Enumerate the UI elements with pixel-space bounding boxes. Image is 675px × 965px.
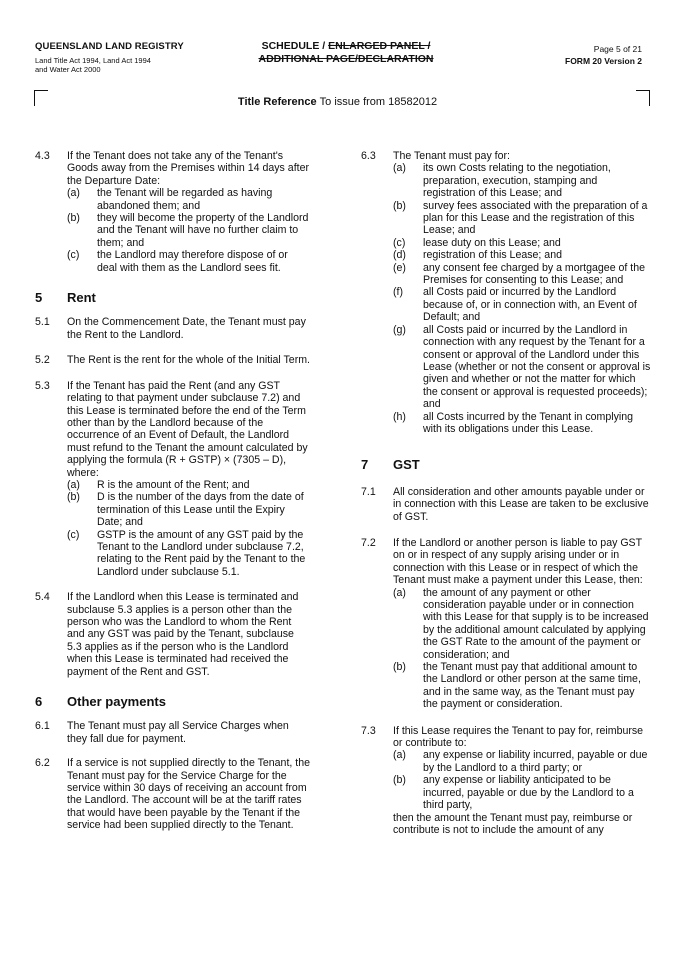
item-text: the Tenant will be regarded as having abandoned them; and (97, 187, 273, 212)
registry-name: QUEENSLAND LAND REGISTRY (35, 41, 184, 52)
clause-text: If the Landlord or another person is liable to pay GST on or in respect of any supply arising under or in connection with this Lease or in respect of which the Tenant must make a payment under this Lease, then: (393, 536, 643, 587)
item-letter: (e) (393, 261, 406, 274)
right-column (361, 150, 651, 836)
item-text: any expense or liability anticipated to be incurred, payable or due by the Landlord to a third party, (423, 774, 634, 812)
item-letter: (f) (393, 286, 403, 299)
clause-item (67, 249, 310, 274)
clause-number: 6.2 (35, 757, 50, 770)
item-letter: (a) (393, 586, 406, 599)
item-text: all Costs paid or incurred by the Landlord in connection with any request by the Tenant for a consent or approval of the Landlord under this Lease (whether or not the consent or approval is given and whether or not the matter for which the consent or approval is requested proceeds); and (423, 323, 651, 411)
clause-number: 5.1 (35, 316, 50, 329)
clause-item (393, 774, 651, 811)
clause-text: The Tenant must pay all Service Charges when they fall due for payment. (67, 720, 289, 745)
clause-7-1 (361, 486, 651, 523)
title-reference-value: To issue from 18582012 (319, 96, 438, 108)
clause-text: On the Commencement Date, the Tenant must pay the Rent to the Landlord. (67, 316, 306, 341)
clause-item (393, 661, 651, 711)
clause-item (393, 587, 651, 661)
clause-7-2 (361, 537, 651, 587)
schedule-label: SCHEDULE / (261, 40, 329, 52)
form-title (230, 40, 462, 66)
clause-continuation: then the amount the Tenant must pay, reimburse or contribute is not to include the amount of any (393, 811, 633, 836)
item-letter: (c) (67, 249, 80, 262)
clause-text: If this Lease requires the Tenant to pay for, reimburse or contribute to: (393, 724, 644, 750)
item-letter: (b) (393, 774, 406, 787)
clause-text: All consideration and other amounts payable under or in connection with this Lease are taken to be exclusive of GST. (393, 485, 649, 523)
item-letter: (b) (393, 661, 406, 674)
item-letter: (a) (67, 187, 80, 200)
clause-item (393, 200, 651, 237)
clause-text: The Tenant must pay for: (393, 150, 510, 162)
item-text: lease duty on this Lease; and (423, 236, 561, 249)
clause-number: 7.3 (361, 724, 376, 737)
item-letter: (a) (393, 162, 406, 175)
clause-number: 6.3 (361, 150, 376, 162)
item-text: R is the amount of the Rent; and (97, 478, 250, 491)
clause-item (393, 324, 651, 411)
section-heading-other-payments (35, 696, 310, 708)
clause-6-3 (361, 150, 651, 162)
clause-text: The Rent is the rent for the whole of the Initial Term. (67, 354, 310, 367)
item-text: the Tenant must pay that additional amount to the Landlord or other person at the same time, and in the same way, as the Tenant must pay the payment or consideration. (423, 661, 641, 711)
clause-number: 7.2 (361, 536, 376, 549)
section-number: 6 (35, 694, 43, 710)
item-text: all Costs incurred by the Tenant in complying with its obligations under this Lease. (423, 410, 634, 435)
item-text: survey fees associated with the preparation of a plan for this Lease and the registration of this Lease; and (423, 199, 648, 237)
clause-5-2 (35, 354, 310, 366)
clause-item (393, 411, 651, 436)
enlarged-panel-label: ENLARGED PANEL / (328, 40, 431, 52)
clause-text: If the Tenant has paid the Rent (and any GST relating to that payment under subclause 7.2) and this Lease is terminated before the end of the Term other than by the Landlord because of the occurrence of an Event of Default, the Landlord must refund to the Tenant the amount calculated by applying the formula (R + GSTP) × (7305 – D), where: (67, 379, 308, 479)
item-letter: (g) (393, 323, 406, 336)
section-number: 7 (361, 457, 369, 473)
clause-item (67, 187, 310, 212)
clause-text: If a service is not supplied directly to the Tenant, the Tenant must pay for the Service Charge for the service within 30 days of receiving an account from the Landlord. The account will be at the tariff rates that would have been payable by the Tenant if the service had been supplied directly to the Tenant. (67, 757, 311, 832)
page-number: Page 5 of 21 (593, 44, 642, 54)
clause-6-2 (35, 757, 310, 831)
item-text: D is the number of the days from the date of termination of this Lease until the Expiry Date; and (97, 491, 304, 529)
item-letter: (d) (393, 249, 406, 262)
item-letter: (b) (67, 212, 80, 225)
clause-6-1 (35, 720, 310, 745)
item-letter: (c) (393, 236, 406, 249)
item-text: GSTP is the amount of any GST paid by the Tenant to the Landlord under subclause 7.2, relating to the Rent paid by the Tenant to the Landlord under subclause 5.1. (97, 528, 306, 578)
item-text: the amount of any payment or other consideration payable under or in connection with this Lease for that supply is to be increased by the additional amount calculated by applying the GST Rate to the amount of the payment or consideration; and (423, 586, 649, 661)
clause-number: 6.1 (35, 720, 50, 733)
item-text: the Landlord may therefore dispose of or deal with them as the Landlord sees fit. (97, 249, 288, 274)
clause-item (67, 479, 310, 491)
clause-item (393, 262, 651, 287)
clause-number: 4.3 (35, 150, 50, 162)
clause-item (393, 286, 651, 323)
item-text: any consent fee charged by a mortgagee of the Premises for consenting to this Lease; and (423, 261, 646, 287)
clause-item (67, 491, 310, 528)
clause-5-3 (35, 380, 310, 479)
clause-item (393, 749, 651, 774)
item-text: they will become the property of the Landlord and the Tenant will have no further claim to them; and (97, 212, 309, 249)
item-letter: (h) (393, 410, 406, 423)
additional-page-label: ADDITIONAL PAGE/DECLARATION (258, 53, 434, 65)
title-reference (0, 96, 675, 108)
section-title: Rent (67, 290, 96, 306)
clause-number: 5.4 (35, 591, 50, 604)
clause-text: If the Landlord when this Lease is terminated and subclause 5.3 applies is a person other than the person who was the Landlord to whom the Rent and any GST was paid by the Tenant, subclause 5.3 applies as if the person who is the Landlord when this Lease is terminated had received the payment of the Rent and GST. (67, 591, 299, 678)
page-info (540, 43, 642, 67)
clause-item (393, 162, 651, 199)
clause-5-4 (35, 591, 310, 678)
clause-item (67, 212, 310, 249)
section-number: 5 (35, 290, 43, 306)
acts-line-2: and Water Act 2000 (35, 65, 101, 74)
clause-text: If the Tenant does not take any of the Tenant's Goods away from the Premises within 14 days after the Departure Date: (67, 150, 309, 187)
item-letter: (a) (393, 749, 406, 762)
clause-5-1 (35, 316, 310, 341)
title-reference-label: Title Reference (237, 96, 317, 108)
item-letter: (b) (393, 199, 406, 212)
clause-number: 5.2 (35, 354, 50, 367)
section-title: Other payments (67, 694, 166, 710)
left-column (35, 150, 310, 832)
form-version: FORM 20 Version 2 (565, 56, 642, 66)
clause-item (393, 237, 651, 249)
clause-number: 7.1 (361, 485, 376, 498)
registry-block (35, 41, 235, 74)
item-letter: (c) (67, 528, 80, 541)
item-text: any expense or liability incurred, payable or due by the Landlord to a third party; or (423, 749, 648, 774)
clause-4-3 (35, 150, 310, 187)
acts-line-1: Land Title Act 1994, Land Act 1994 (35, 56, 151, 65)
clause-7-3 (361, 725, 651, 750)
clause-item (67, 529, 310, 579)
item-text: registration of this Lease; and (423, 249, 562, 262)
item-text: all Costs paid or incurred by the Landlord because of, or in connection with, an Event of Default; and (423, 286, 637, 324)
clause-number: 5.3 (35, 379, 50, 392)
section-title: GST (393, 457, 420, 473)
section-heading-rent (35, 292, 310, 304)
item-letter: (b) (67, 491, 80, 504)
item-text: its own Costs relating to the negotiation, preparation, execution, stamping and registration of this Lease; and (423, 162, 611, 200)
clause-item (393, 249, 651, 261)
item-letter: (a) (67, 478, 80, 491)
section-heading-gst (361, 459, 651, 471)
